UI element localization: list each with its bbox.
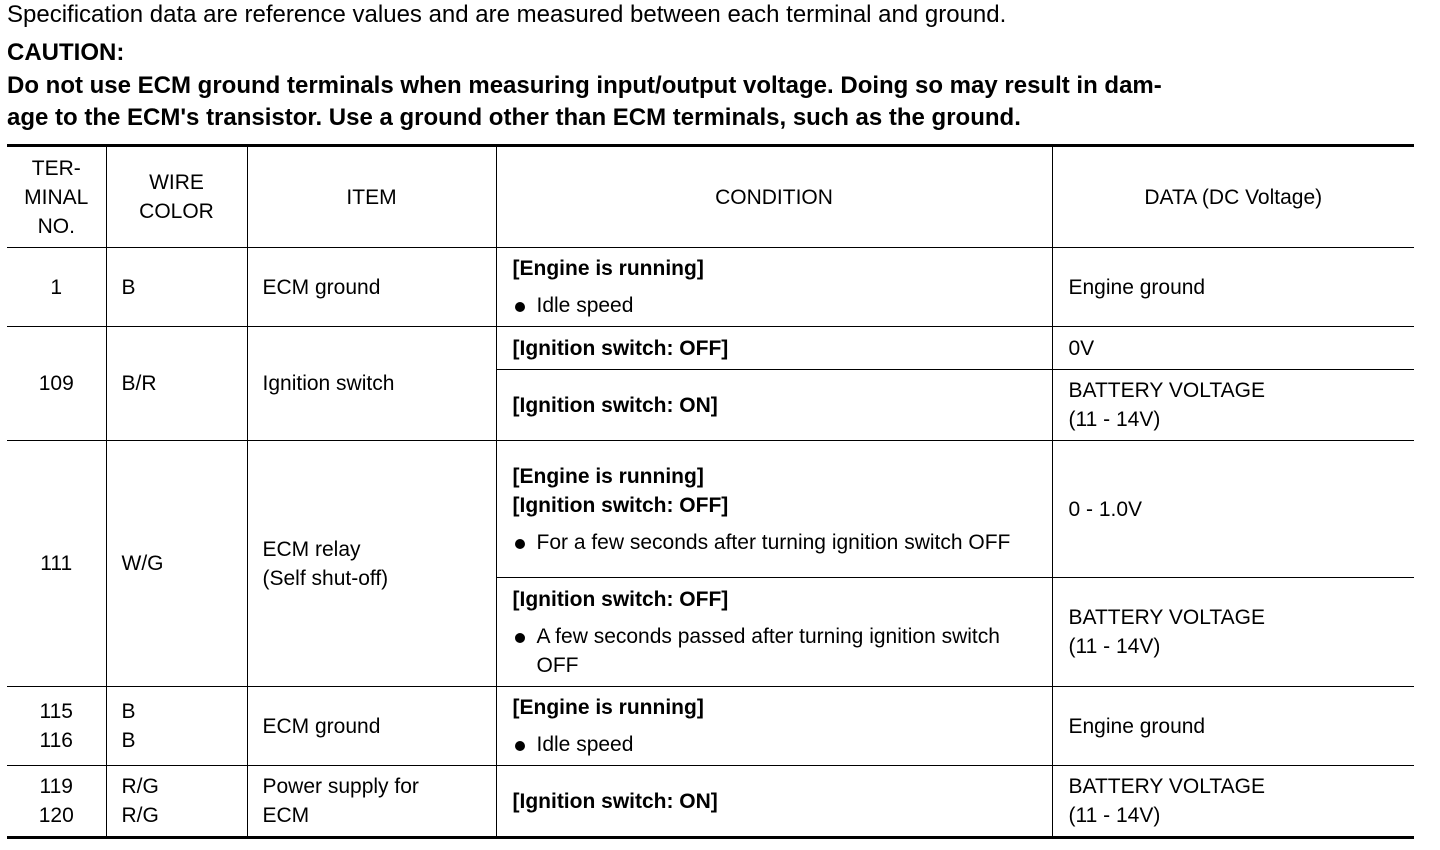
- terminal-cell: 109: [7, 327, 106, 441]
- terminal-cell: 115 116: [7, 687, 106, 766]
- caution-line-1: Do not use ECM ground terminals when measuring input/output voltage. Doing so may result in dam-: [7, 72, 1162, 99]
- condition-bullet: Idle speed: [513, 291, 1042, 320]
- header-terminal-no: TER- MINAL NO.: [7, 146, 106, 248]
- data-cell: 0 - 1.0V: [1052, 441, 1414, 578]
- condition-bullet: A few seconds passed after turning ignition switch OFF: [513, 622, 1042, 680]
- caution-text: [7, 70, 1417, 134]
- table-header-row: [7, 146, 1414, 248]
- terminal-spec-table: [7, 144, 1414, 839]
- condition-state: [Ignition switch: ON]: [512, 789, 718, 813]
- header-condition: CONDITION: [496, 146, 1052, 248]
- table-row: [7, 248, 1414, 327]
- condition-bullet: Idle speed: [513, 730, 1042, 759]
- table-row: [7, 687, 1414, 766]
- data-cell: Engine ground: [1052, 248, 1414, 327]
- terminal-cell: 1: [7, 248, 106, 327]
- condition-cell: [496, 441, 1052, 578]
- condition-cell: [496, 578, 1052, 687]
- condition-state: [Engine is running]: [512, 257, 704, 280]
- table-row: [7, 766, 1414, 838]
- intro-text: Specification data are reference values and are measured between each terminal and ground.: [7, 1, 1007, 28]
- condition-cell: [496, 370, 1052, 441]
- condition-state: [Ignition switch: ON]: [512, 393, 718, 417]
- wire-color-cell: B B: [106, 687, 247, 766]
- caution-line-2: age to the ECM's transistor. Use a ground other than ECM terminals, such as the ground.: [7, 104, 1021, 131]
- condition-state: [Engine is running]: [512, 696, 704, 719]
- caution-title: CAUTION:: [7, 39, 125, 66]
- condition-state: [Ignition switch: OFF]: [512, 493, 729, 517]
- condition-cell: [496, 766, 1052, 838]
- item-cell: ECM ground: [247, 248, 496, 327]
- table-row: [7, 327, 1414, 370]
- item-cell: ECM ground: [247, 687, 496, 766]
- condition-cell: [496, 687, 1052, 766]
- data-cell: BATTERY VOLTAGE (11 - 14V): [1052, 370, 1414, 441]
- table-row: [7, 441, 1414, 578]
- condition-state: [Ignition switch: OFF]: [512, 587, 729, 611]
- wire-color-cell: B: [106, 248, 247, 327]
- condition-cell: [496, 327, 1052, 370]
- condition-state: [Engine is running]: [512, 464, 704, 488]
- data-cell: BATTERY VOLTAGE (11 - 14V): [1052, 578, 1414, 687]
- item-cell: ECM relay (Self shut-off): [247, 441, 496, 687]
- condition-cell: [496, 248, 1052, 327]
- header-item: ITEM: [247, 146, 496, 248]
- terminal-cell: 119 120: [7, 766, 106, 838]
- wire-color-cell: R/G R/G: [106, 766, 247, 838]
- data-cell: BATTERY VOLTAGE (11 - 14V): [1052, 766, 1414, 838]
- data-cell: Engine ground: [1052, 687, 1414, 766]
- item-cell: Ignition switch: [247, 327, 496, 441]
- wire-color-cell: B/R: [106, 327, 247, 441]
- terminal-cell: 111: [7, 441, 106, 687]
- header-wire-color: WIRE COLOR: [106, 146, 247, 248]
- data-cell: 0V: [1052, 327, 1414, 370]
- header-data: DATA (DC Voltage): [1052, 146, 1414, 248]
- wire-color-cell: W/G: [106, 441, 247, 687]
- condition-state: [Ignition switch: OFF]: [512, 336, 729, 360]
- item-cell: Power supply for ECM: [247, 766, 496, 838]
- condition-bullet: For a few seconds after turning ignition switch OFF: [513, 528, 1042, 557]
